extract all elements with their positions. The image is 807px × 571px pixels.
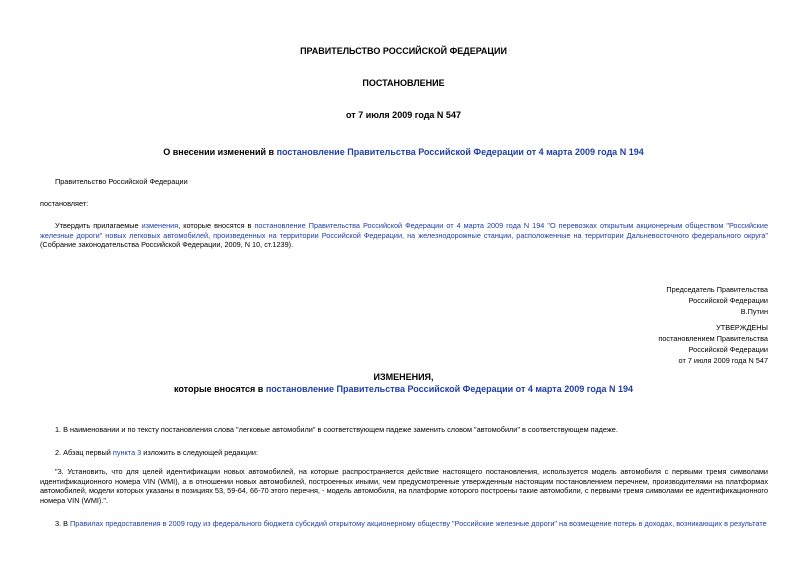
document-title	[0, 147, 807, 157]
signature-line-3: В.Путин	[740, 307, 768, 316]
change-item-1: 1. В наименовании и по тексту постановления слова "легковые автомобили" в соответствующем падеже заменить словом "автомобили" в соответствующем падеже.	[55, 425, 618, 434]
p3-link-changes[interactable]: изменения	[141, 221, 179, 230]
changes-sub-link[interactable]: постановление Правительства Российской Федерации от 4 марта 2009 года N 194	[265, 384, 633, 394]
approval-line-1: УТВЕРЖДЕНЫ	[716, 323, 768, 332]
item3-text-1: 3. В	[55, 519, 71, 528]
approval-line-2: постановлением Правительства	[658, 334, 768, 343]
change-item-3	[55, 519, 768, 528]
p3-text-2: , которые вносятся в	[178, 221, 255, 230]
change-item-2-quote: "3. Установить, что для целей идентификации новых автомобилей, на которые распространяется действие настоящего постановления, используется модель автомобиля с первыми тремя символами идентификационного номера VIN (WMI), а в отношении новых автомобилей, построенных иными, чем предусмотренные утвержденным настоящим постановлением перечнем, производителями на платформах автомобилей, модели которых указаны в позициях 53, 59-64, 66-70 этого перечня, - модель автомобиля, на платформе которого построены такие автомобили, с первыми тремя символами ее идентификационного номера VIN (WMI).".	[40, 467, 768, 506]
title-link[interactable]: постановление Правительства Российской Федерации от 4 марта 2009 года N 194	[276, 147, 644, 157]
approval-line-3: Российской Федерации	[688, 345, 768, 354]
item3-link[interactable]: Правилах предоставления в 2009 году из федерального бюджета субсидий открытому акционерному обществу "Российские железные дороги" на возмещение потерь в доходах, возникающих в результате	[70, 519, 767, 528]
changes-subheading	[0, 384, 807, 394]
signature-line-1: Председатель Правительства	[666, 285, 768, 294]
signature-line-2: Российской Федерации	[688, 296, 768, 305]
doc-type-heading: ПОСТАНОВЛЕНИЕ	[362, 78, 445, 88]
approval-block	[500, 322, 768, 366]
p3-text-1: Утвердить прилагаемые	[55, 221, 142, 230]
item2-link[interactable]: пункта 3	[112, 448, 142, 457]
p3-text-3: (Собрание законодательства Российской Федерации, 2009, N 10, ст.1239).	[40, 240, 294, 250]
changes-sub-prefix: которые вносятся в	[174, 384, 266, 394]
title-prefix: О внесении изменений в	[163, 147, 277, 157]
date-number: от 7 июля 2009 года N 547	[346, 110, 461, 120]
body-paragraph-1: Правительство Российской Федерации	[55, 177, 188, 186]
item2-text-2: изложить в следующей редакции:	[141, 448, 259, 457]
org-heading: ПРАВИТЕЛЬСТВО РОССИЙСКОЙ ФЕДЕРАЦИИ	[300, 46, 507, 56]
changes-heading: ИЗМЕНЕНИЯ,	[373, 372, 434, 382]
body-paragraph-2: постановляет:	[40, 199, 89, 208]
approval-line-4: от 7 июля 2009 года N 547	[678, 356, 768, 365]
p3-link-resolution[interactable]: постановление Правительства Российской Федерации от 4 марта 2009 года N 194 "О перевозках открытым акционерным обществом "Российские железные дороги" новых легковых автомобилей, произведенных на территории Российской Федерации, на железнодорожные станции, расположенные на территории Дальневосточного федерального округа"	[40, 221, 769, 240]
signature-block	[500, 284, 768, 317]
change-item-2	[55, 448, 258, 457]
item2-text-1: 2. Абзац первый	[55, 448, 113, 457]
body-paragraph-3	[40, 221, 768, 250]
